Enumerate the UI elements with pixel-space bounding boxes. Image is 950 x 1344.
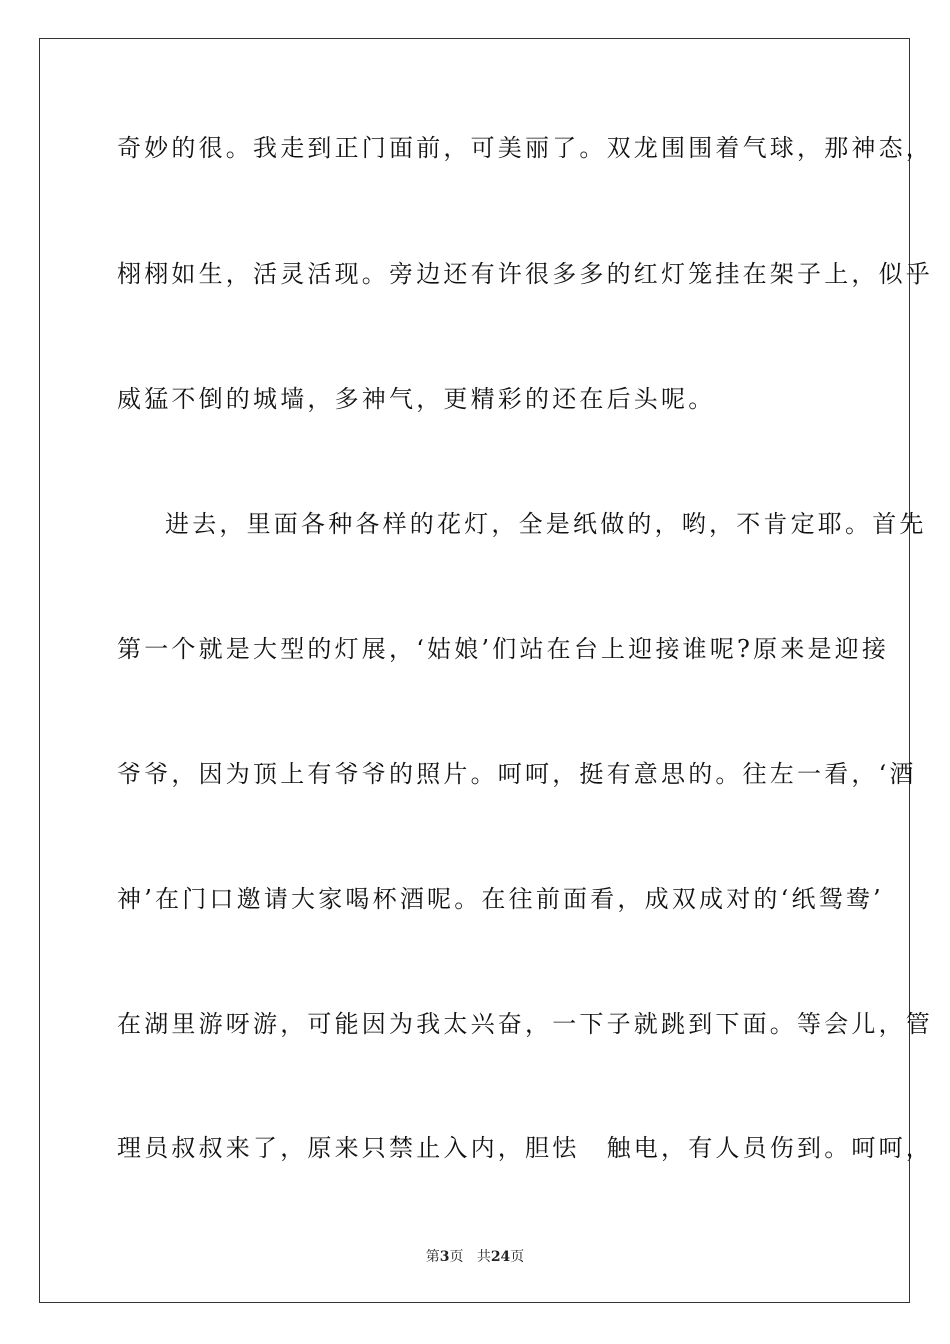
total-prefix: 共 — [476, 1249, 491, 1265]
body-text-line: 神’在门口邀请大家喝杯酒呢。在往前面看，成双成对的‘纸鸳鸯’ — [117, 885, 884, 913]
paragraph-first-line: 进去，里面各种各样的花灯，全是纸做的，哟，不肯定耶。首先 — [165, 510, 927, 538]
page-prefix: 第 — [425, 1249, 440, 1265]
body-text-line: 第一个就是大型的灯展，‘姑娘’们站在台上迎接谁呢?原来是迎接 — [117, 635, 890, 663]
page-suffix: 页 — [449, 1249, 464, 1265]
body-text-line: 威猛不倒的城墙，多神气，更精彩的还在后头呢。 — [117, 385, 716, 413]
body-text-line: 奇妙的很。我走到正门面前，可美丽了。双龙围围着气球，那神态， — [117, 134, 933, 162]
page-border — [39, 38, 933, 1303]
page-footer — [0, 1248, 950, 1266]
body-text-line: 栩栩如生，活灵活现。旁边还有许很多多的红灯笼挂在架子上，似乎 — [117, 260, 933, 288]
body-text-line: 爷爷，因为顶上有爷爷的照片。呵呵，挺有意思的。往左一看，‘酒 — [117, 760, 917, 788]
body-text-line: 在湖里游呀游，可能因为我太兴奋，一下子就跳到下面。等会儿，管 — [117, 1010, 933, 1038]
total-pages-number: 24 — [490, 1249, 511, 1265]
body-text-line: 理员叔叔来了，原来只禁止入内，胆怯 触电，有人员伤到。呵呵， — [117, 1134, 933, 1162]
total-suffix: 页 — [510, 1249, 525, 1265]
current-page-number: 3 — [439, 1249, 450, 1265]
